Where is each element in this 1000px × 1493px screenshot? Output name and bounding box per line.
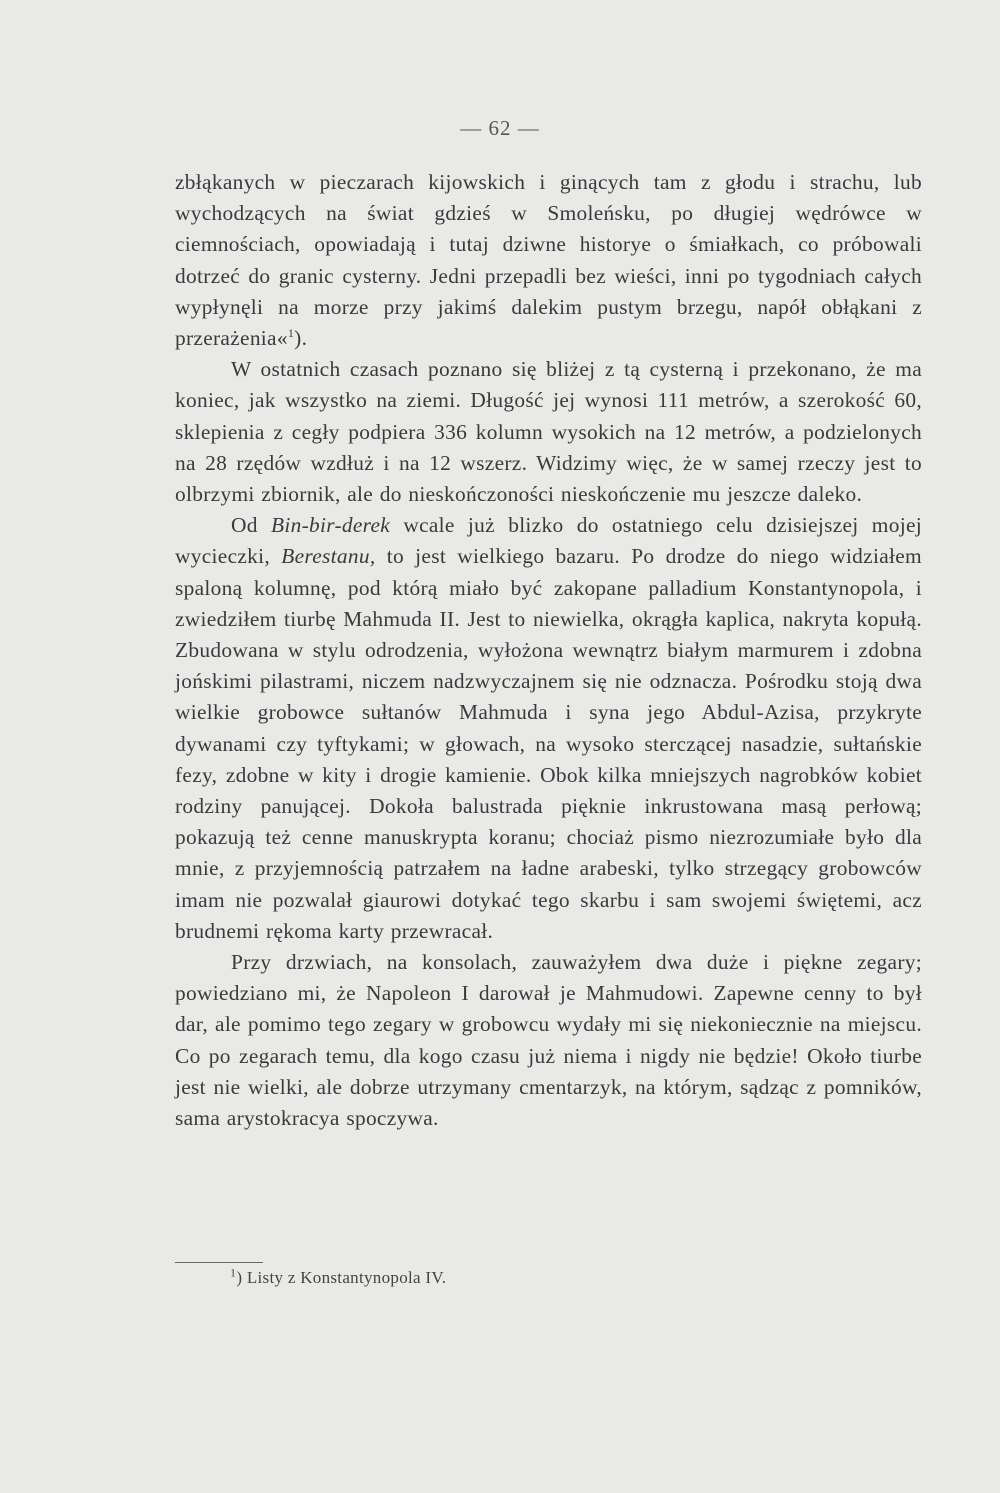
body-text bbox=[175, 167, 922, 1134]
page-number: — 62 — bbox=[460, 116, 540, 140]
paragraph-3-text-b: wcale już blizko do ostatniego celu dzisiejszej mojej wycieczki, bbox=[175, 513, 922, 569]
paragraph-1-end: ). bbox=[294, 326, 308, 351]
paragraph-3 bbox=[175, 510, 922, 947]
paragraph-1-text: zbłąkanych w pieczarach kijowskich i ginących tam z głodu i strachu, lub wychodzących na świat gdzieś w Smoleńsku, po długiej wędrówce w ciemnościach, opowiadają i tutaj dziwne historye o śmiałkach, co próbowali dotrzeć do granic cysterny. Jedni przepadli bez wieści, inni po tygodniach całych wypłynęli na morze przy jakimś dalekim pustym brzegu, napół obłąkani z przerażenia« bbox=[175, 170, 922, 351]
place-name-bin-bir-derek: Bin-bir-derek bbox=[270, 513, 391, 538]
footnote-divider bbox=[175, 1262, 263, 1263]
paragraph-4: Przy drzwiach, na konsolach, zauważyłem dwa duże i piękne zegary; powiedziano mi, że Napoleon I darował je Mahmudowi. Zapewne cenny to był dar, ale pomimo tego zegary w grobowcu wydały mi się niekoniecznie na miejscu. Co po zegarach temu, dla kogo czasu już niema i nigdy nie będzie! Około tiurbe jest nie wielki, ale dobrze utrzymany cmentarzyk, na którym, sądząc z pomników, sama arystokracya spoczywa. bbox=[175, 950, 922, 1131]
paragraph-3-text-c: to jest wielkiego bazaru. Po drodze do niego widziałem spaloną kolumnę, pod którą miało być zakopane palladium Konstantynopola, i zwiedziłem tiurbę Mahmuda II. Jest to niewielka, okrągła kaplica, nakryta kopułą. Zbudowana w stylu odrodzenia, wyłożona wewnątrz białym marmurem i zdobna jońskimi pilastrami, niczem nadzwyczajnem się nie odznacza. Pośrodku stoją dwa wielkie grobowce sułtanów Mahmuda i syna jego Abdul-Azisa, przykryte dywanami czy tyftykami; w głowach, na wysoko sterczącej nasadzie, sułtańskie fezy, zdobne w kity i drogie kamienie. Obok kilka mniejszych nagrobków kobiet rodziny panującej. Dokoła balustrada pięknie inkrustowana masą perłową; pokazują też cenne manuskrypta koranu; chociaż pismo niezrozumiałe było dla mnie, z przyjemnością patrzałem na ładne arabeski, tylko strzegący grobowców imam nie pozwalał giaurowi dotykać tego skarbu i sam swojemi świętemi, acz brudnemi rękoma karty przewracał. bbox=[175, 544, 922, 943]
footnote-reference: 1 bbox=[287, 325, 295, 340]
paragraph-1 bbox=[175, 167, 922, 354]
footnote bbox=[230, 1267, 446, 1289]
paragraph-2: W ostatnich czasach poznano się bliżej z tą cysterną i przekonano, że ma koniec, jak wszystko na ziemi. Długość jej wynosi 111 metrów, a szerokość 60, sklepienia z cegły podpiera 336 kolumn wysokich na 12 metrów, a podzielonych na 28 rzędów wzdłuż i na 12 wszerz. Widzimy więc, że w samej rzeczy jest to olbrzymi zbiornik, ale do nieskończoności nieskończenie mu jeszcze daleko. bbox=[175, 357, 922, 507]
paragraph-3-text-a: Od bbox=[231, 513, 271, 538]
footnote-text: ) Listy z Konstantynopola IV. bbox=[236, 1268, 447, 1287]
place-name-berestan: Berestanu, bbox=[281, 544, 376, 569]
footnote-marker: 1 bbox=[230, 1265, 237, 1280]
